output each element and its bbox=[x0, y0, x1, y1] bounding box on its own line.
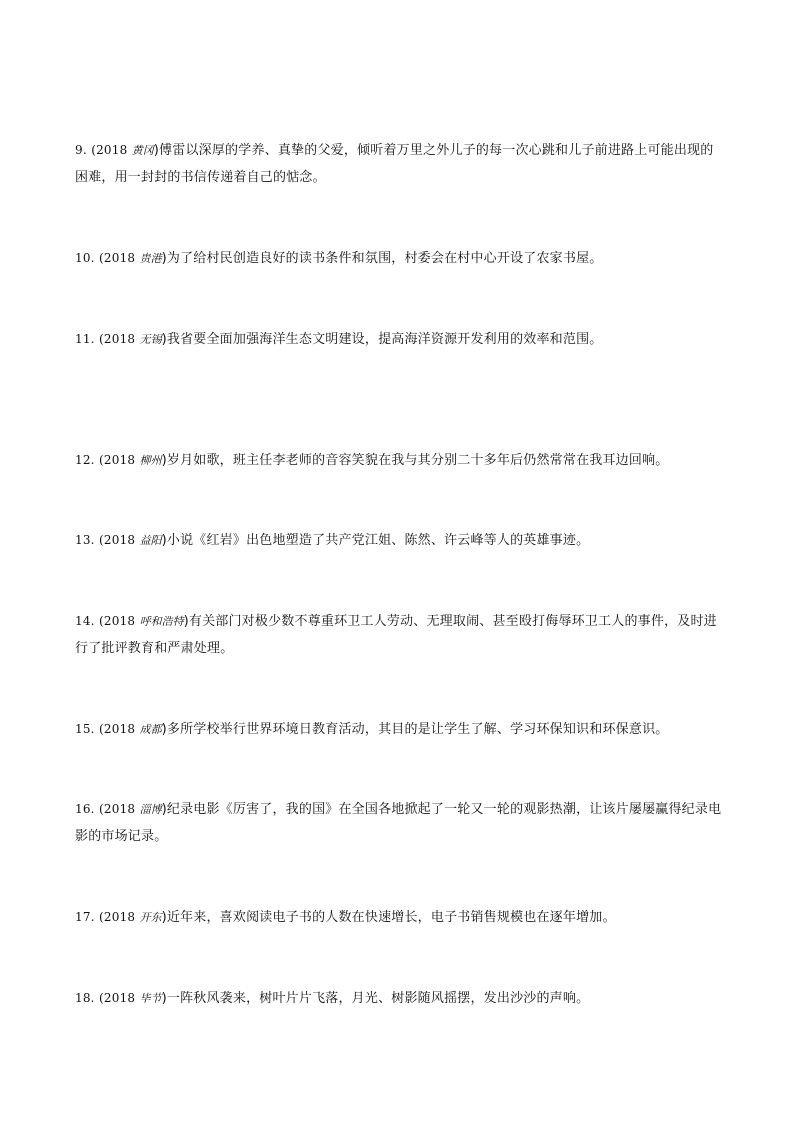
source-year: (2018 bbox=[99, 533, 136, 547]
source-year: (2018 bbox=[99, 802, 136, 816]
source-region: 成都 bbox=[139, 723, 162, 736]
source-year: (2018 bbox=[91, 143, 128, 157]
question-text: )多所学校举行世界环境日教育活动，其目的是让学生了解、学习环保知识和环保意识。 bbox=[161, 722, 669, 737]
question-text: )傅雷以深厚的学养、真挚的父爱，倾听着万里之外儿子的每一次心跳和儿子前进路上可能出现的困难，用一封封的书信传递着自己的惦念。 bbox=[75, 143, 714, 185]
question-number: 13. bbox=[75, 533, 95, 547]
source-region: 呼和浩特 bbox=[139, 615, 184, 628]
source-year: (2018 bbox=[99, 614, 136, 628]
question-10 bbox=[75, 245, 725, 272]
source-region: 贵港 bbox=[139, 252, 162, 265]
source-year: (2018 bbox=[99, 332, 136, 346]
question-text: )纪录电影《厉害了，我的国》在全国各地掀起了一轮又一轮的观影热潮，让该片屡屡赢得纪录电影的市场记录。 bbox=[75, 802, 722, 844]
question-17 bbox=[75, 904, 725, 931]
question-number: 16. bbox=[75, 802, 95, 816]
question-16 bbox=[75, 796, 725, 850]
question-11 bbox=[75, 326, 725, 353]
source-region: 黄冈 bbox=[131, 144, 154, 157]
source-region: 开东 bbox=[139, 911, 162, 924]
question-18 bbox=[75, 985, 725, 1012]
source-region: 毕节 bbox=[139, 992, 162, 1005]
question-text: )有关部门对极少数不尊重环卫工人劳动、无理取闹、甚至殴打侮辱环卫工人的事件，及时进行了批评教育和严肃处理。 bbox=[75, 614, 717, 656]
question-13 bbox=[75, 527, 725, 554]
question-number: 18. bbox=[75, 991, 95, 1005]
source-year: (2018 bbox=[99, 910, 136, 924]
question-9 bbox=[75, 137, 725, 191]
question-number: 17. bbox=[75, 910, 95, 924]
source-region: 淄博 bbox=[139, 803, 162, 816]
source-year: (2018 bbox=[99, 722, 136, 736]
source-year: (2018 bbox=[99, 453, 136, 467]
question-number: 10. bbox=[75, 251, 95, 265]
question-text: )小说《红岩》出色地塑造了共产党江姐、陈然、许云峰等人的英雄事迹。 bbox=[161, 533, 590, 548]
question-12 bbox=[75, 447, 725, 474]
question-number: 11. bbox=[75, 332, 95, 346]
question-number: 12. bbox=[75, 453, 95, 467]
source-region: 益阳 bbox=[139, 534, 162, 547]
question-text: )近年来，喜欢阅读电子书的人数在快速增长，电子书销售规模也在逐年增加。 bbox=[161, 910, 616, 925]
source-year: (2018 bbox=[99, 991, 136, 1005]
question-text: )岁月如歌，班主任李老师的音容笑貌在我与其分别二十多年后仍然常常在我耳边回响。 bbox=[161, 453, 669, 468]
question-15 bbox=[75, 716, 725, 743]
question-number: 9. bbox=[75, 143, 87, 157]
question-number: 14. bbox=[75, 614, 95, 628]
question-14 bbox=[75, 608, 725, 662]
question-text: )为了给村民创造良好的读书条件和氛围，村委会在村中心开设了农家书屋。 bbox=[161, 251, 603, 266]
source-region: 无锡 bbox=[139, 333, 162, 346]
question-number: 15. bbox=[75, 722, 95, 736]
question-text: )我省要全面加强海洋生态文明建设，提高海洋资源开发利用的效率和范围。 bbox=[161, 332, 603, 347]
question-text: )一阵秋风袭来，树叶片片飞落，月光、树影随风摇摆，发出沙沙的声响。 bbox=[161, 991, 590, 1006]
source-year: (2018 bbox=[99, 251, 136, 265]
source-region: 柳州 bbox=[139, 454, 162, 467]
